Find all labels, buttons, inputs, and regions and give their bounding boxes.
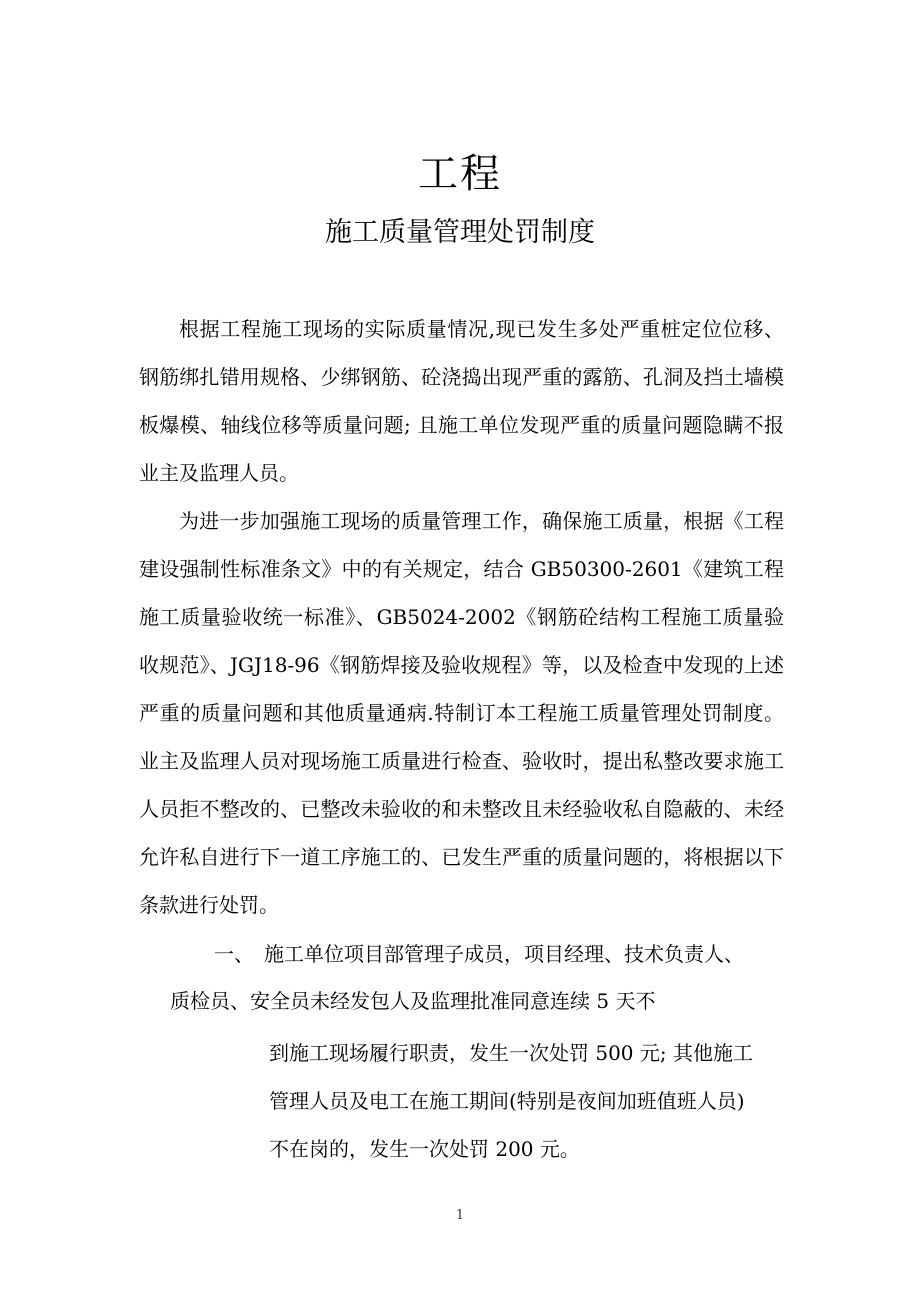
list-item-1-line-5: 不在岗的，发生一次处罚 200 元。 [269,1137,580,1161]
page-number: 1 [455,1208,465,1223]
list-item-1-line-2: 质检员、安全员未经发包人及监理批准同意连续 5 天不 [170,989,656,1013]
paragraph-1: 根据工程施工现场的实际质量情况,现已发生多处严重桩定位位移、钢筋绑扎错用规格、少绑钢筋、砼浇捣出现严重的露筋、孔洞及挡土墙模板爆模、轴线位移等质量问题; 且施工单位发现严重的质量问题隐瞒不报业主及监理人员。 [139,317,784,485]
document-title: 工程 [418,151,502,197]
list-item-text: 施工单位项目部管理子成员，项目经理、技术负责人、 [264,942,744,966]
list-item-1-line-3: 到施工现场履行职责，发生一次处罚 500 元; 其他施工 [269,1041,753,1065]
document-subtitle: 施工质量管理处罚制度 [325,217,595,248]
list-item-1-first-line [214,930,789,978]
list-item-number: 一、 [214,942,254,966]
paragraph-2: 为进一步加强施工现场的质量管理工作，确保施工质量，根据《工程建设强制性标准条文》中的有关规定，结合 GB50300-2601《建筑工程施工质量验收统一标准》、GB5024-2002《钢筋砼结构工程施工质量验收规范》、JGJ18-96《钢筋焊接及验收规程》等，以及检查中发现的上述严重的质量问题和其他质量通病.特制订本工程施工质量管理处罚制度。业主及监理人员对现场施工质量进行检查、验收时，提出私整改要求施工人员拒不整改的、已整改未验收的和未整改且未经验收私自隐蔽的、未经允许私自进行下一道工序施工的、已发生严重的质量问题的，将根据以下条款进行处罚。 [139,509,784,917]
list-item-1-line-4: 管理人员及电工在施工期间(特别是夜间加班值班人员) [269,1089,745,1113]
